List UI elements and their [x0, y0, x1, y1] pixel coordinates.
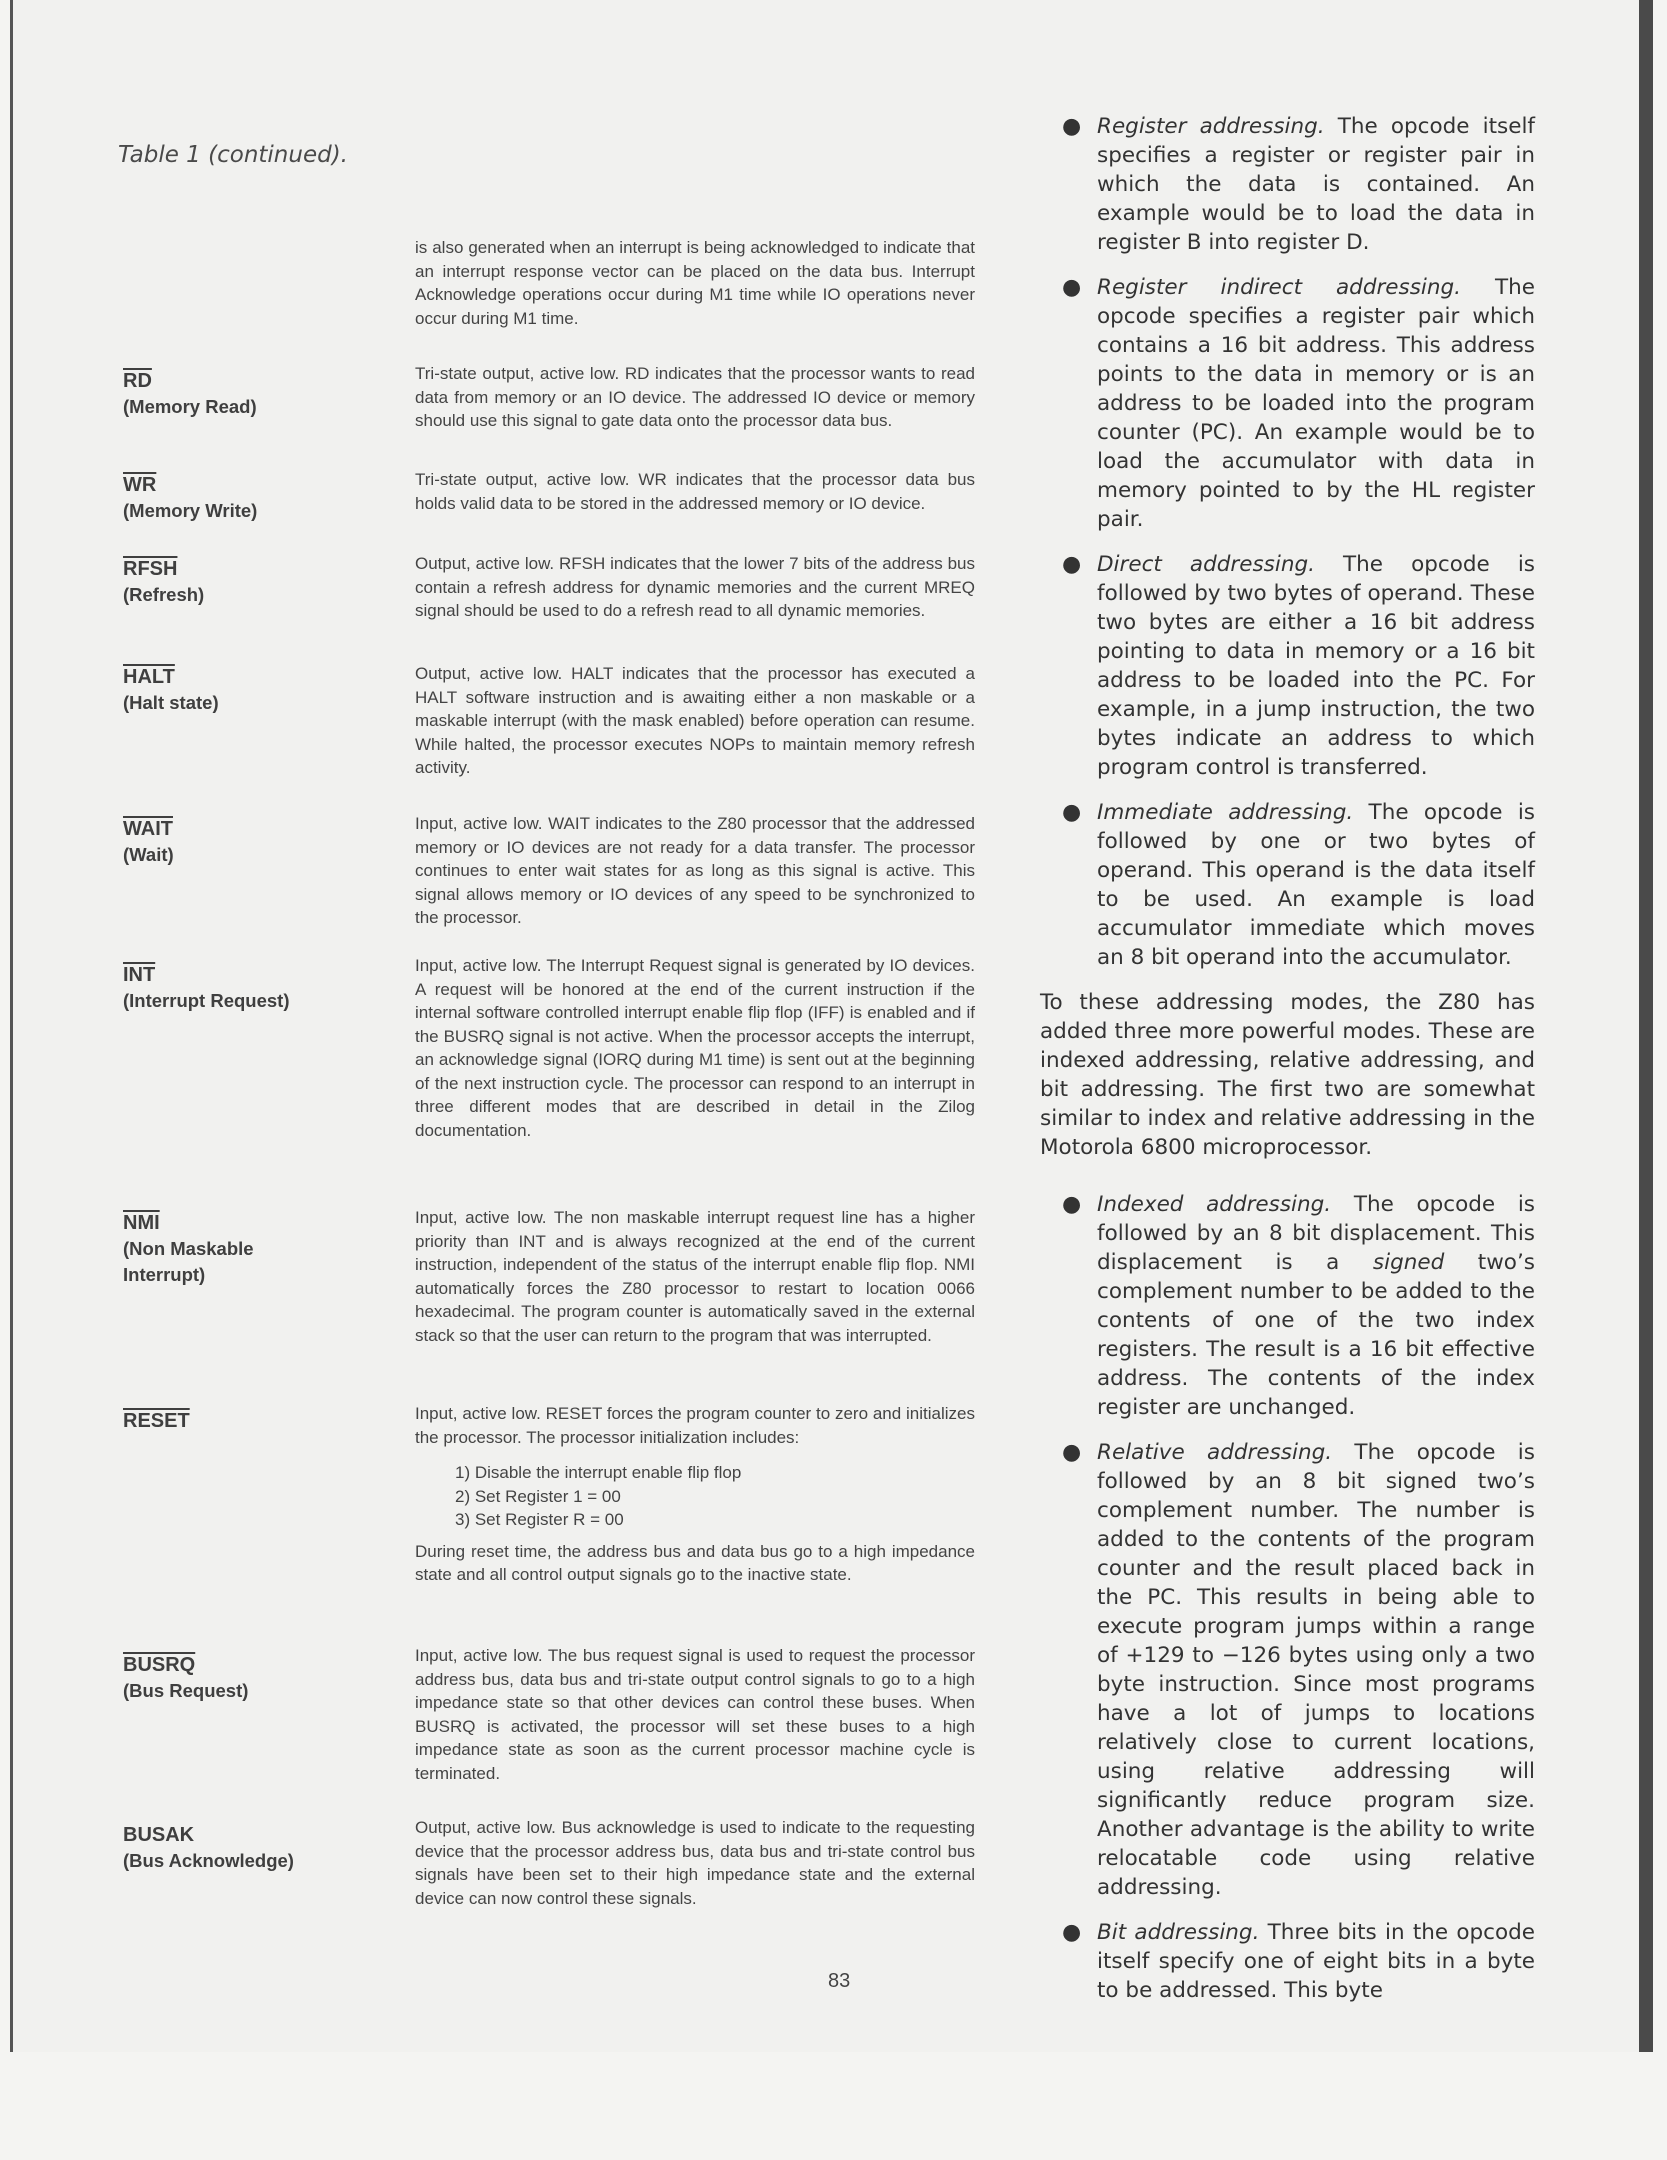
- body-paragraph: To these addressing modes, the Z80 has added three more powerful modes. These are indexed addressing, relative addressing, and bit addressing. The first two are somewhat similar to index and relative addressing in the Motorola 6800 microprocessor.: [1040, 990, 1535, 1160]
- desc-intro: [415, 236, 975, 342]
- desc-int: [415, 954, 975, 1154]
- desc-busrq: [415, 1644, 975, 1797]
- signal-label: (Interrupt Request): [123, 990, 290, 1011]
- table-caption: Table 1 (continued).: [118, 142, 348, 168]
- bullet-text: The opcode specifies a register pair which contains a 16 bit address. This address points to the data in memory or is an address to be loaded into the program counter (PC). An example would be to load the accumulator with data in memory pointed to by the HL register pair.: [1097, 275, 1535, 532]
- bullet-title: Immediate addressing.: [1097, 800, 1354, 825]
- desc-text: Output, active low. HALT indicates that the processor has executed a HALT software instruction and is awaiting either a non maskable or a maskable interrupt (with the mask enabled) before operation can resume. While halted, the processor executes NOPs to maintain memory refresh activity.: [415, 664, 975, 777]
- bullet-title: Relative addressing.: [1097, 1440, 1333, 1465]
- signal-busak: [123, 1822, 294, 1874]
- signal-name: RFSH: [123, 558, 178, 580]
- signal-name: RESET: [123, 1410, 190, 1432]
- signal-label: (Non Maskable Interrupt): [123, 1238, 254, 1285]
- list-item: 3) Set Register R = 00: [455, 1510, 624, 1529]
- bullet-text: The opcode is followed by an 8 bit signed two’s complement number. The number is added to the contents of the program counter and the result placed back in the PC. This results in being able to execute program jumps within a range of +129 to −126 bytes using only a two byte instruction. Since most programs have a lot of jumps to locations relatively close to current locations, using relative addressing will significantly reduce program size. Another advantage is the ability to write relocatable code using relative addressing.: [1097, 1440, 1535, 1900]
- desc-rd: [415, 362, 975, 445]
- bullet-text: The opcode itself specifies a register or register pair in which the data is contained. An example would be to load the data in register B into register D.: [1097, 114, 1535, 255]
- signal-wr: [123, 472, 257, 524]
- desc-rfsh: [415, 552, 975, 635]
- bullet-text: The opcode is followed by two bytes of operand. These two bytes are either a 16 bit address pointing to data in memory or a 16 bit address to be loaded into the PC. For example, in a jump instruction, the two bytes indicate an address to which program control is transferred.: [1097, 552, 1535, 780]
- bullet-title: Register indirect addressing.: [1097, 275, 1462, 300]
- bullet-title: Indexed addressing.: [1097, 1192, 1332, 1217]
- desc-text: Input, active low. The Interrupt Request signal is generated by IO devices. A request will be honored at the end of the current instruction if the internal software controlled interrupt enable flip flop (IFF) is enabled and if the BUSRQ signal is not active. When the processor accepts the interrupt, an acknowledge signal (IORQ during M1 time) is sent out at the beginning of the next instruction cycle. The processor can respond to an interrupt in three different modes that are described in detail in the Zilog documentation.: [415, 956, 975, 1140]
- bullet-text: two’s complement number to be added to the contents of one of the two index registers. The result is a 16 bit effective address. The contents of the index register are unchanged.: [1097, 1250, 1535, 1420]
- signal-name: $\overline{RD}$: [123, 370, 152, 392]
- desc-nmi: [415, 1206, 975, 1359]
- bullet-title: Direct addressing.: [1097, 552, 1315, 577]
- signal-label: (Bus Acknowledge): [123, 1850, 294, 1871]
- list-item: 2) Set Register 1 = 00: [455, 1486, 621, 1506]
- bullet-icon: ●: [1062, 275, 1082, 300]
- bullet-text: The opcode is followed by one or two bytes of operand. This operand is the data itself to be used. An example is load accumulator immediate which moves an 8 bit operand into the accumulator.: [1097, 800, 1535, 970]
- emphasis-text: signed: [1372, 1250, 1445, 1275]
- desc-text: Input, active low. The non maskable interrupt request line has a higher priority than INT and is always recognized at the end of the current instruction, independent of the status of the interrupt enable flip flop. NMI automatically forces the Z80 processor to restart to location 0066 hexadecimal. The program counter is automatically saved in the external stack so that the user can return to the program that was interrupted.: [415, 1208, 975, 1345]
- bullet-icon: ●: [1062, 800, 1082, 825]
- right-column: [1040, 112, 1535, 2021]
- desc-wait: [415, 812, 975, 942]
- desc-text: is also generated when an interrupt is being acknowledged to indicate that an interrupt response vector can be placed on the data bus. Interrupt Acknowledge operations occur during M1 time while IO operations never occur during M1 time.: [415, 238, 975, 328]
- signal-name: $\overline{INT}$: [123, 964, 156, 986]
- bullet-relative-addressing: [1040, 1438, 1535, 1902]
- desc-text: Output, active low. Bus acknowledge is used to indicate to the requesting device that the processor address bus, data bus and tri-state control bus signals have been set to their high impedance state and the external device can now control these signals.: [415, 1818, 975, 1908]
- bullet-bit-addressing: [1040, 1918, 1535, 2005]
- signal-rfsh: [123, 556, 204, 608]
- desc-text: Tri-state output, active low. RD indicates that the processor wants to read data from memory or an IO device. The addressed IO device or memory should use this signal to gate data onto the processor data bus.: [415, 364, 975, 430]
- desc-text: Input, active low. The bus request signal is used to request the processor address bus, data bus and tri-state output control signals to go to a high impedance state so that other devices can control these buses. When BUSRQ is activated, the processor will set these buses to a high impedance state as soon as the current processor machine cycle is terminated.: [415, 1646, 975, 1783]
- bullet-title: Bit addressing.: [1097, 1920, 1260, 1945]
- bullet-icon: ●: [1062, 114, 1082, 139]
- bullet-icon: ●: [1062, 1920, 1082, 1945]
- bullet-text: The opcode is followed by an 8 bit displacement. This displacement is a: [1097, 1192, 1535, 1275]
- bullet-icon: ●: [1062, 1440, 1082, 1465]
- bullet-direct-addressing: [1040, 550, 1535, 782]
- desc-text: Input, active low. WAIT indicates to the Z80 processor that the addressed memory or IO devices are not ready for a data transfer. The processor continues to enter wait states for as long as this signal is active. This signal allows memory or IO devices of any speed to be synchronized to the processor.: [415, 814, 975, 927]
- desc-text: Tri-state output, active low. WR indicates that the processor data bus holds valid data to be stored in the addressed memory or IO device.: [415, 470, 975, 513]
- reset-list: [415, 1461, 975, 1532]
- page-edge-bar: [1639, 0, 1653, 2052]
- signal-label: (Wait): [123, 844, 174, 865]
- bullet-register-indirect: [1040, 273, 1535, 534]
- desc-reset: [415, 1402, 975, 1599]
- bullet-immediate-addressing: [1040, 798, 1535, 972]
- signal-wait: [123, 816, 174, 868]
- desc-wr: [415, 468, 975, 527]
- page-number: 83: [828, 1970, 851, 1992]
- signal-label: (Memory Read): [123, 396, 257, 417]
- desc-text: Output, active low. RFSH indicates that the lower 7 bits of the address bus contain a refresh address for dynamic memories and the current MREQ signal should be used to do a refresh read to all dynamic memories.: [415, 554, 975, 620]
- bullet-indexed-addressing: [1040, 1190, 1535, 1422]
- signal-name: $\overline{WR}$: [123, 474, 157, 496]
- signal-reset: [123, 1408, 190, 1434]
- desc-halt: [415, 662, 975, 792]
- signal-rd: [123, 368, 257, 420]
- signal-name: BUSAK: [123, 1824, 195, 1846]
- signal-name: $\overline{NMI}$: [123, 1212, 160, 1234]
- signal-int: [123, 962, 290, 1014]
- bullet-icon: ●: [1062, 552, 1082, 577]
- desc-busak: [415, 1816, 975, 1922]
- bullet-title: Register addressing.: [1097, 114, 1325, 139]
- signal-busrq: [123, 1652, 248, 1704]
- signal-nmi: [123, 1210, 323, 1288]
- signal-name: WAIT: [123, 818, 173, 840]
- signal-label: (Halt state): [123, 692, 219, 713]
- signal-label: (Memory Write): [123, 500, 258, 521]
- bullet-icon: ●: [1062, 1192, 1082, 1217]
- signal-label: (Bus Request): [123, 1680, 249, 1701]
- desc-text: During reset time, the address bus and data bus go to a high impedance state and all control output signals go to the inactive state.: [415, 1541, 975, 1584]
- desc-text: Input, active low. RESET forces the program counter to zero and initializes the processor. The processor initialization includes:: [415, 1404, 975, 1447]
- signal-name: HALT: [123, 666, 175, 688]
- bullet-text: Three bits in the opcode itself specify one of eight bits in a byte to be addressed. This byte: [1097, 1920, 1535, 2003]
- signal-halt: [123, 664, 219, 716]
- signal-label: (Refresh): [123, 584, 205, 605]
- bullet-register-addressing: [1040, 112, 1535, 257]
- list-item: 1) Disable the interrupt enable flip flop: [455, 1463, 742, 1482]
- signal-name: BUSRQ: [123, 1654, 196, 1676]
